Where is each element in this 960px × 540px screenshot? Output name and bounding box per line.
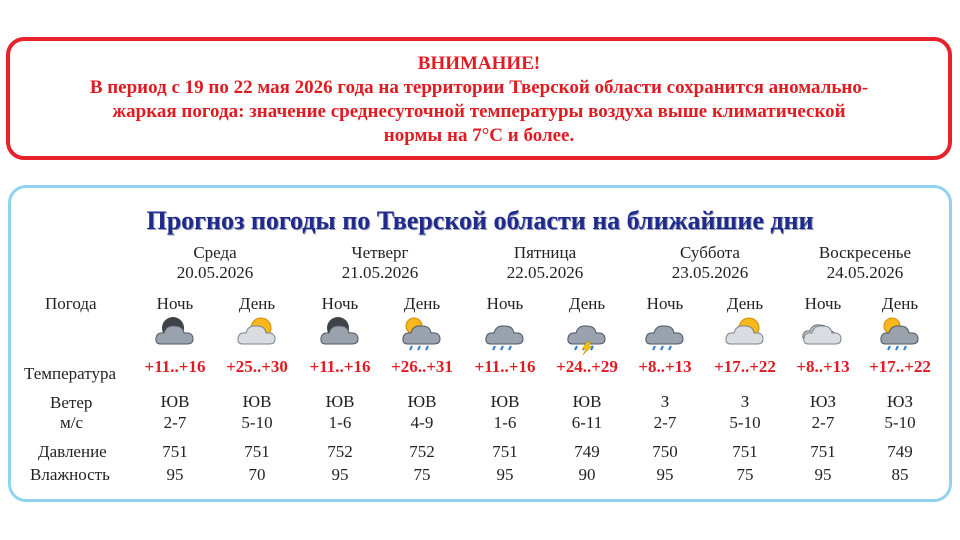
day-date: 20.05.2026 [176, 263, 254, 282]
row-label-pressure: Давление [38, 442, 107, 461]
temperature-value: +25..+30 [226, 357, 288, 376]
wind-direction: ЮВ [572, 392, 602, 411]
day-name: Четверг [351, 243, 409, 262]
period-label: День [568, 294, 606, 313]
temperature-value: +11..+16 [474, 357, 536, 376]
temperature-value: +11..+16 [144, 357, 206, 376]
temperature-value: +8..+13 [638, 357, 692, 376]
cloud-icon [801, 314, 845, 348]
wind-speed: 1-6 [328, 413, 352, 432]
temperature-value: +17..+22 [869, 357, 931, 376]
humidity-value: 90 [578, 465, 596, 484]
wind-direction: ЮВ [407, 392, 437, 411]
period-label: День [726, 294, 764, 313]
temperature-value: +8..+13 [796, 357, 850, 376]
wind-speed: 2-7 [811, 413, 835, 432]
humidity-value: 95 [656, 465, 674, 484]
alert-line-1: В период с 19 по 22 мая 2026 года на территории Тверской области сохранится аномально- [89, 77, 869, 98]
wind-speed: 2-7 [653, 413, 677, 432]
rain-cloud-icon [483, 314, 527, 348]
rain-cloud-icon [643, 314, 687, 348]
pressure-value: 749 [887, 442, 913, 461]
day-header [640, 243, 780, 283]
period-label: День [238, 294, 276, 313]
wind-speed: 5-10 [884, 413, 916, 432]
humidity-value: 95 [496, 465, 514, 484]
humidity-value: 75 [736, 465, 754, 484]
wind-direction: ЮЗ [887, 392, 913, 411]
day-date: 21.05.2026 [341, 263, 419, 282]
wind-speed: 6-11 [571, 413, 603, 432]
wind-speed: 5-10 [241, 413, 273, 432]
forecast-title: Прогноз погоды по Тверской области на ближайшие дни [146, 206, 814, 235]
humidity-value: 85 [891, 465, 909, 484]
wind-speed: 2-7 [163, 413, 187, 432]
day-name: Среда [193, 243, 237, 262]
pressure-value: 752 [409, 442, 435, 461]
row-label-humidity: Влажность [30, 465, 110, 484]
row-label-wind-unit: м/с [60, 413, 84, 432]
wind-direction: ЮВ [490, 392, 520, 411]
day-name: Воскресенье [818, 243, 912, 262]
wind-direction: ЮВ [242, 392, 272, 411]
pressure-value: 751 [492, 442, 518, 461]
period-label: Ночь [646, 294, 684, 313]
alert-heading: ВНИМАНИЕ! [417, 53, 541, 74]
wind-direction: ЮВ [325, 392, 355, 411]
sun-cloud-icon [235, 314, 279, 348]
row-label-temperature: Температура [24, 364, 117, 383]
day-name: Пятница [513, 243, 577, 262]
alert-line-2: жаркая погода: значение среднесуточной температуры воздуха выше климатической [112, 101, 846, 122]
alert-box [6, 37, 952, 160]
temperature-value: +17..+22 [714, 357, 776, 376]
period-label: Ночь [156, 294, 194, 313]
temperature-value: +24..+29 [556, 357, 618, 376]
wind-speed: 1-6 [493, 413, 517, 432]
humidity-value: 75 [413, 465, 431, 484]
wind-speed: 5-10 [729, 413, 761, 432]
day-date: 23.05.2026 [671, 263, 749, 282]
pressure-value: 750 [652, 442, 678, 461]
wind-direction: З [740, 392, 750, 411]
moon-cloud-icon [153, 314, 197, 348]
pressure-value: 751 [244, 442, 270, 461]
row-label-wind: Ветер [50, 393, 93, 412]
sun-rain-cloud-icon [400, 314, 444, 348]
period-label: Ночь [804, 294, 842, 313]
wind-direction: З [660, 392, 670, 411]
day-date: 24.05.2026 [826, 263, 904, 282]
temperature-value: +26..+31 [391, 357, 453, 376]
period-label: Ночь [486, 294, 524, 313]
humidity-value: 95 [331, 465, 349, 484]
pressure-value: 749 [574, 442, 600, 461]
humidity-value: 70 [248, 465, 266, 484]
day-name: Суббота [680, 243, 740, 262]
moon-cloud-icon [318, 314, 362, 348]
pressure-value: 751 [810, 442, 836, 461]
sun-cloud-icon [723, 314, 767, 348]
temperature-value: +11..+16 [309, 357, 371, 376]
thunderstorm-icon [565, 314, 609, 348]
row-label-weather: Погода [45, 294, 97, 313]
day-header [475, 243, 615, 283]
humidity-value: 95 [814, 465, 832, 484]
day-header [795, 243, 935, 283]
period-label: Ночь [321, 294, 359, 313]
sun-rain-cloud-icon [878, 314, 922, 348]
wind-direction: ЮЗ [810, 392, 836, 411]
day-header [145, 243, 285, 283]
pressure-value: 752 [327, 442, 353, 461]
day-date: 22.05.2026 [506, 263, 584, 282]
wind-direction: ЮВ [160, 392, 190, 411]
pressure-value: 751 [732, 442, 758, 461]
pressure-value: 751 [162, 442, 188, 461]
alert-line-3: нормы на 7°С и более. [383, 125, 575, 146]
period-label: День [403, 294, 441, 313]
wind-speed: 4-9 [410, 413, 434, 432]
humidity-value: 95 [166, 465, 184, 484]
day-header [310, 243, 450, 283]
period-label: День [881, 294, 919, 313]
